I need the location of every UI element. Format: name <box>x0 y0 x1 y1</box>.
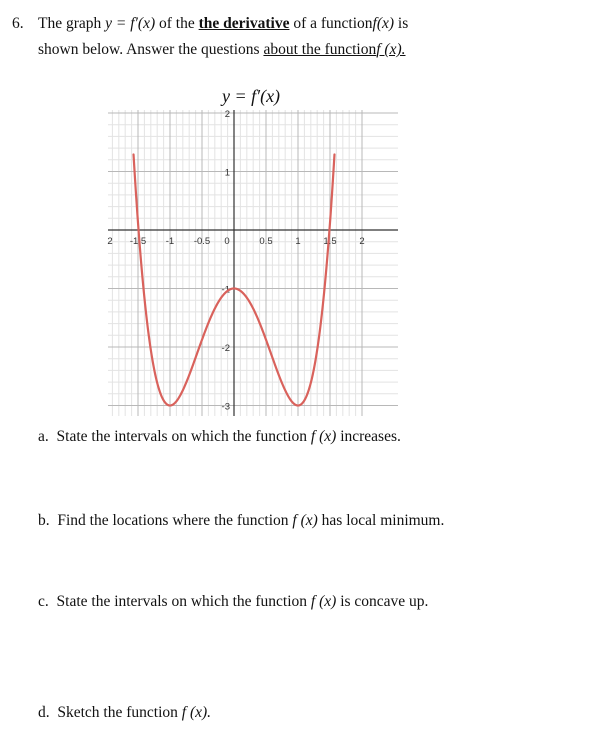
underlined-about-function: about the function <box>263 41 377 58</box>
question-text-start: The graph <box>38 15 102 32</box>
part-c <box>38 592 428 612</box>
question-line-2 <box>38 40 406 60</box>
x-tick-label: -1 <box>165 236 175 247</box>
y-tick-label: -1 <box>221 284 230 296</box>
part-a <box>38 427 401 447</box>
y-tick-label: 2 <box>224 109 230 120</box>
part-b-letter: b. <box>38 512 50 529</box>
question-text-is: is <box>397 15 409 32</box>
x-tick-label: 2 <box>359 236 365 247</box>
emphasis-the-derivative: the derivative <box>198 15 290 32</box>
x-tick-label-edge: 2 <box>107 236 113 247</box>
y-tick-label: -2 <box>221 343 230 354</box>
part-c-text: State the intervals on which the function <box>56 593 308 610</box>
question-line-1 <box>38 14 408 34</box>
part-c-function: f (x) <box>310 593 337 610</box>
part-d-letter: d. <box>38 704 50 721</box>
part-b <box>38 511 444 531</box>
x-tick-label: 1 <box>295 236 301 247</box>
part-b-end: has local minimum. <box>321 512 445 529</box>
graph-title: y = f′(x) <box>222 86 281 106</box>
part-a-text: State the intervals on which the function <box>56 428 308 445</box>
derivative-equation: y = f′(x) <box>105 15 156 32</box>
question-text-function: of a function <box>293 15 373 32</box>
part-c-end: is concave up. <box>340 593 429 610</box>
question-text-shown: shown below. Answer the questions <box>38 41 260 58</box>
x-tick-label: -0.5 <box>193 236 211 247</box>
derivative-graph <box>108 110 398 416</box>
question-text-of-the: of the <box>159 15 195 32</box>
part-a-function: f (x) <box>310 428 337 445</box>
question-number: 6. <box>12 15 24 32</box>
part-c-letter: c. <box>38 593 49 610</box>
y-tick-label: 1 <box>224 167 230 179</box>
part-a-end: increases. <box>340 428 401 445</box>
x-tick-label: -1.5 <box>129 236 147 247</box>
part-b-text: Find the locations where the function <box>57 512 289 529</box>
part-b-function: f (x) <box>292 512 318 529</box>
x-tick-label: 0 <box>224 236 230 247</box>
part-d-function: f (x). <box>181 704 212 721</box>
function-name: f(x) <box>372 15 395 32</box>
x-tick-label: 0.5 <box>259 236 273 247</box>
part-d-text: Sketch the function <box>57 704 178 721</box>
y-tick-label: -3 <box>221 401 230 413</box>
part-d <box>38 703 211 723</box>
underlined-function-name: f (x). <box>376 41 406 58</box>
part-a-letter: a. <box>38 428 49 445</box>
x-tick-label: 1.5 <box>323 236 337 247</box>
